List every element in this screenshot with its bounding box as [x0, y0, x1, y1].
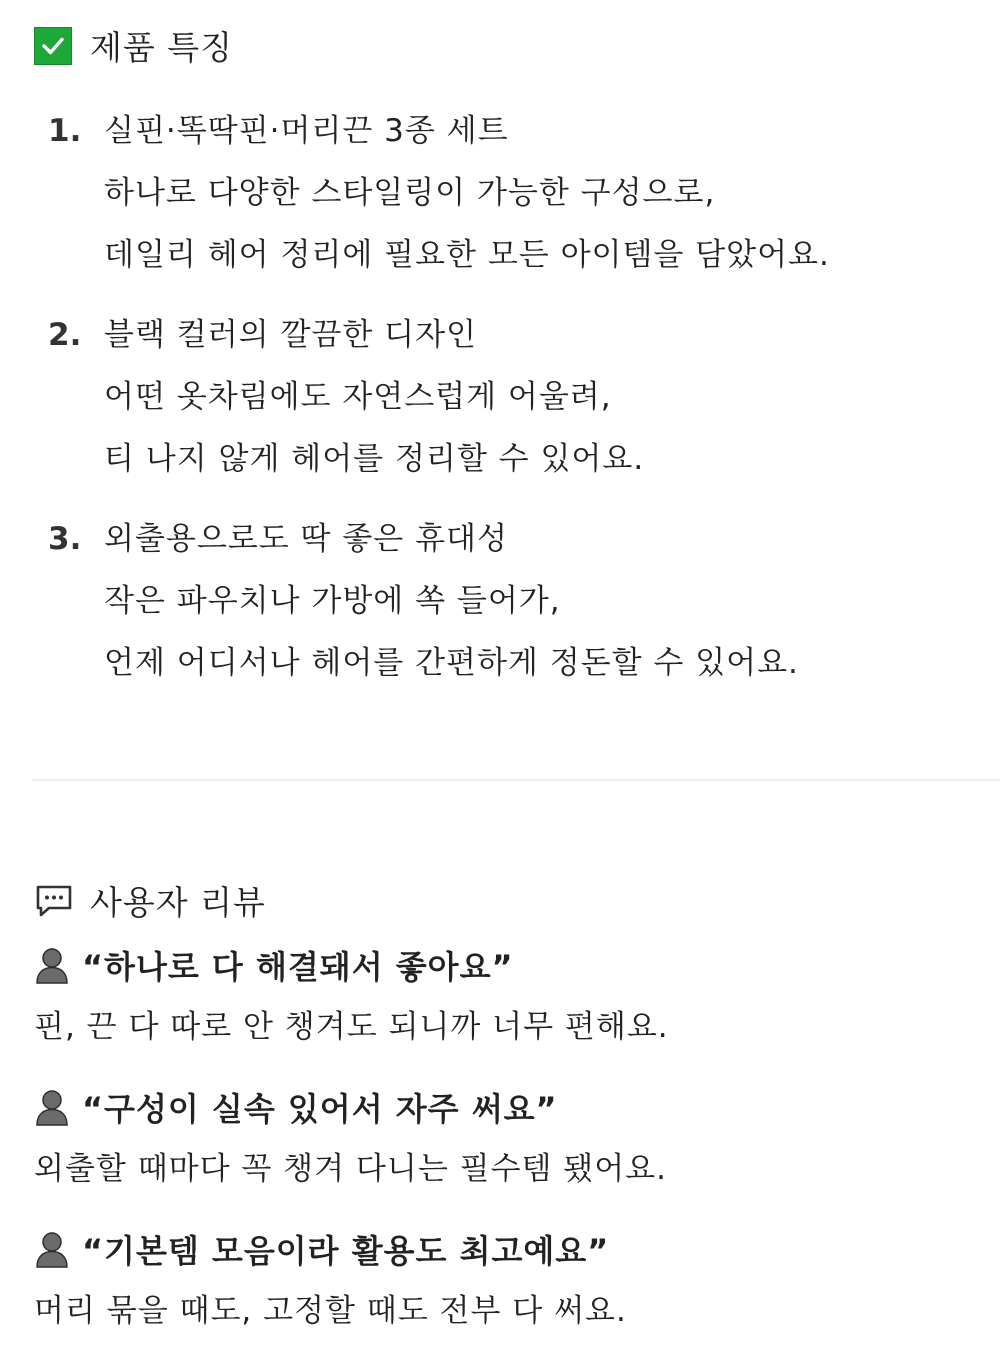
review-quote: “구성이 실속 있어서 자주 써요” — [82, 1090, 558, 1128]
user-avatar-icon — [34, 946, 70, 984]
feature-description-line: 티 나지 않게 헤어를 정리할 수 있어요. — [104, 441, 645, 477]
feature-item — [44, 508, 984, 694]
features-heading — [34, 22, 233, 69]
features-title: 제품 특징 — [90, 28, 234, 67]
user-avatar-icon — [34, 1230, 70, 1268]
review-body: 머리 묶을 때도, 고정할 때도 전부 다 써요. — [34, 1293, 627, 1329]
reviews-list — [34, 934, 984, 1360]
feature-heading: 외출용으로도 딱 좋은 휴대성 — [104, 521, 508, 557]
reviews-heading — [34, 877, 266, 924]
feature-heading: 실핀·똑딱핀·머리끈 3종 세트 — [104, 113, 509, 149]
feature-description-line: 데일리 헤어 정리에 필요한 모든 아이템을 담았어요. — [104, 237, 830, 273]
review-quote: “기본템 모음이라 활용도 최고예요” — [82, 1232, 610, 1270]
review-header — [34, 1218, 984, 1280]
section-divider — [32, 779, 1000, 781]
review-item — [34, 1218, 984, 1342]
feature-description-line: 어떤 옷차림에도 자연스럽게 어울려, — [104, 379, 612, 415]
check-mark-button-icon — [34, 27, 72, 65]
review-header — [34, 934, 984, 996]
review-body: 핀, 끈 다 따로 안 챙겨도 되니까 너무 편해요. — [34, 1009, 669, 1045]
feature-number: 1. — [48, 113, 82, 149]
features-list — [44, 100, 984, 712]
feature-number: 2. — [48, 317, 82, 353]
user-avatar-icon — [34, 1088, 70, 1126]
reviews-title: 사용자 리뷰 — [90, 883, 266, 922]
review-item — [34, 1076, 984, 1200]
feature-item — [44, 100, 984, 286]
feature-heading: 블랙 컬러의 깔끔한 디자인 — [104, 317, 477, 353]
feature-item — [44, 304, 984, 490]
review-header — [34, 1076, 984, 1138]
review-item — [34, 934, 984, 1058]
speech-bubble-icon — [34, 881, 74, 921]
feature-number: 3. — [48, 521, 82, 557]
feature-description-line: 하나로 다양한 스타일링이 가능한 구성으로, — [104, 175, 716, 211]
feature-description-line: 언제 어디서나 헤어를 간편하게 정돈할 수 있어요. — [104, 645, 799, 681]
review-body: 외출할 때마다 꼭 챙겨 다니는 필수템 됐어요. — [34, 1151, 668, 1187]
feature-description-line: 작은 파우치나 가방에 쏙 들어가, — [104, 583, 561, 619]
review-quote: “하나로 다 해결돼서 좋아요” — [82, 948, 514, 986]
